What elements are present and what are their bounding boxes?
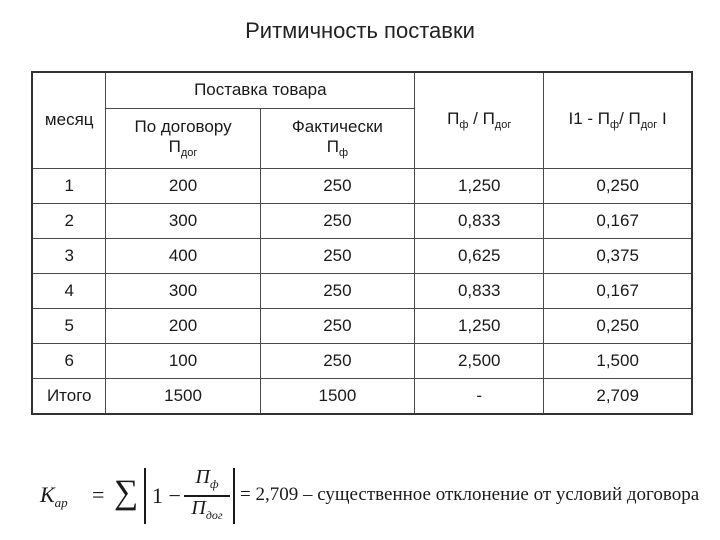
cell-actual: 250 <box>260 168 415 203</box>
table-row <box>32 238 692 273</box>
formula-result: = 2,709 – существенное отклонение от условий договора <box>240 484 700 505</box>
cell-month: 2 <box>32 203 106 238</box>
table-row-total <box>32 378 692 414</box>
cell-actual: 250 <box>260 308 415 343</box>
formula-fraction <box>184 466 230 524</box>
cell-month: 1 <box>32 168 106 203</box>
cell-actual: 250 <box>260 203 415 238</box>
header-contract: По договору $П_{дог}$ <box>106 108 260 168</box>
cell-month: 4 <box>32 273 106 308</box>
cell-contract: 300 <box>106 273 260 308</box>
abs-bar-right <box>233 468 235 524</box>
cell-deviation: 0,167 <box>544 203 692 238</box>
cell-ratio: 1,250 <box>415 168 544 203</box>
header-month: месяц <box>32 72 106 168</box>
cell-month: Итого <box>32 378 106 414</box>
cell-actual: 250 <box>260 273 415 308</box>
header-supply-group: Поставка товара <box>106 72 415 108</box>
cell-deviation: 0,250 <box>544 168 692 203</box>
header-deviation: $I1 - П_ф/$ $П_{дог}$ I <box>544 72 692 168</box>
cell-contract: 300 <box>106 203 260 238</box>
cell-ratio: 0,625 <box>415 238 544 273</box>
table-row <box>32 308 692 343</box>
cell-actual: 250 <box>260 238 415 273</box>
formula-equals: = <box>92 482 105 507</box>
cell-actual: 250 <box>260 343 415 378</box>
sigma-symbol: ∑ <box>114 474 139 511</box>
cell-contract: 400 <box>106 238 260 273</box>
page-title: Ритмичность поставки <box>245 18 475 43</box>
formula-one-minus: 1 − <box>152 483 181 508</box>
cell-ratio: 2,500 <box>415 343 544 378</box>
cell-contract: 100 <box>106 343 260 378</box>
header-ratio: $П_ф / П_{дог}$ <box>415 72 544 168</box>
cell-deviation: 2,709 <box>544 378 692 414</box>
cell-month: 5 <box>32 308 106 343</box>
abs-bar-left <box>144 468 146 524</box>
cell-ratio: - <box>415 378 544 414</box>
cell-contract: 200 <box>106 308 260 343</box>
table-row <box>32 168 692 203</box>
cell-contract: 1500 <box>106 378 260 414</box>
header-actual: Фактически $П_ф$ <box>260 108 415 168</box>
cell-deviation: 1,500 <box>544 343 692 378</box>
rhythm-table <box>31 71 693 415</box>
cell-deviation: 0,375 <box>544 238 692 273</box>
table-row <box>32 343 692 378</box>
cell-deviation: 0,250 <box>544 308 692 343</box>
cell-month: 6 <box>32 343 106 378</box>
cell-contract: 200 <box>106 168 260 203</box>
cell-ratio: 1,250 <box>415 308 544 343</box>
table-row <box>32 203 692 238</box>
table-row <box>32 273 692 308</box>
rhythm-formula <box>40 466 700 526</box>
formula-k: $К_{ар}$ <box>40 482 68 510</box>
fraction-numerator: $П_ф$ <box>195 466 219 491</box>
cell-ratio: 0,833 <box>415 203 544 238</box>
cell-month: 3 <box>32 238 106 273</box>
fraction-denominator: $П_{дог}$ <box>191 497 223 522</box>
cell-ratio: 0,833 <box>415 273 544 308</box>
cell-deviation: 0,167 <box>544 273 692 308</box>
cell-actual: 1500 <box>260 378 415 414</box>
